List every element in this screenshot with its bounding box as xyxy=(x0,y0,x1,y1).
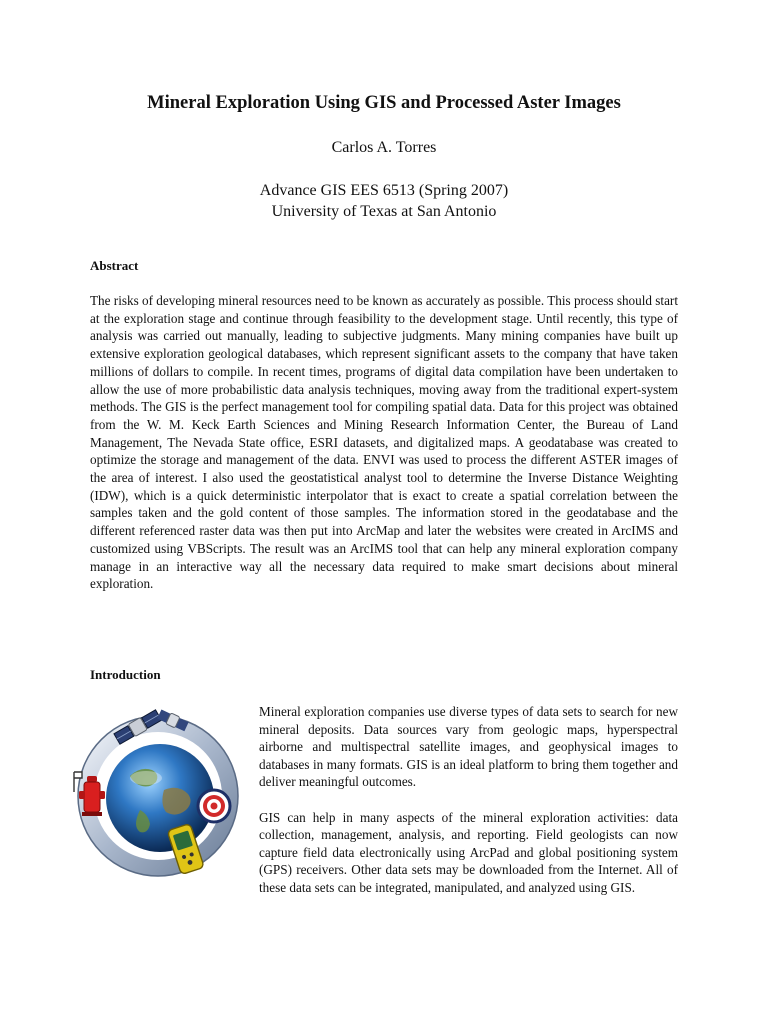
abstract-text: The risks of developing mineral resources need to be known as accurately as possible. This process should start at the exploration stage and continue through feasibility to the development stage. Until recently, this type of analysis was carried out manually, leading to subjective judgments. Many mining companies have built up extensive exploration geological databases, which represent significant assets to the company that have taken millions of dollars to compile. In recent times, programs of digital data compilation have been undertaken to allow the use of more probabilistic data analysis techniques, moving away from the traditional expert-system methods. The GIS is the perfect management tool for compiling spatial data. Data for this project was obtained from the W. M. Keck Earth Sciences and Mining Research Information Center, the Bureau of Land Management, The Nevada State office, ESRI datasets, and digitalized maps. A geodatabase was created to optimize the storage and management of the data. ENVI was used to process the different ASTER images of the area of interest. I also used the geostatistical analyst tool to determine the Inverse Distance Weighting (IDW), which is a quick deterministic interpolator that is exact to create a spatial correlation between the samples taken and the gold content of those samples. The information stored in the geodatabase and the different referenced raster data was then put into ArcMap and later the websites were created in ArcIMS and customized using VBScripts. The result was an ArcIMS tool that can help any mineral exploration company manage in an interactive way all the necessary data required to make smart decisions about mineral exploration. xyxy=(90,293,678,592)
introduction-paragraph: Mineral exploration companies use diverse types of data sets to search for new mineral deposits. Data sources vary from geologic maps, hyperspectral airborne and multispectral satellite images, and geophysical images to databases in many formats. GIS is an ideal platform to bring them together and deliver meaningful outcomes. xyxy=(259,704,678,790)
globe-icon xyxy=(106,744,214,852)
affiliation xyxy=(0,180,768,222)
introduction-paragraph: GIS can help in many aspects of the mineral exploration activities: data collection, management, analysis, and reporting. Field geologists can now capture field data electronically using ArcPad and global positioning system (GPS) receivers. Other data sets may be downloaded from the Internet. All of these data sets can be integrated, manipulated, and analyzed using GIS. xyxy=(259,809,678,895)
author-name: Carlos A. Torres xyxy=(331,139,437,156)
paper-title: Mineral Exploration Using GIS and Processed Aster Images xyxy=(147,93,621,113)
gis-globe-collage-icon xyxy=(68,698,248,883)
introduction-heading: Introduction xyxy=(90,667,161,682)
affiliation-university: University of Texas at San Antonio xyxy=(271,203,497,220)
affiliation-course: Advance GIS EES 6513 (Spring 2007) xyxy=(259,182,509,199)
introduction-text xyxy=(259,703,678,897)
abstract-heading: Abstract xyxy=(90,258,139,273)
target-icon xyxy=(198,790,230,822)
